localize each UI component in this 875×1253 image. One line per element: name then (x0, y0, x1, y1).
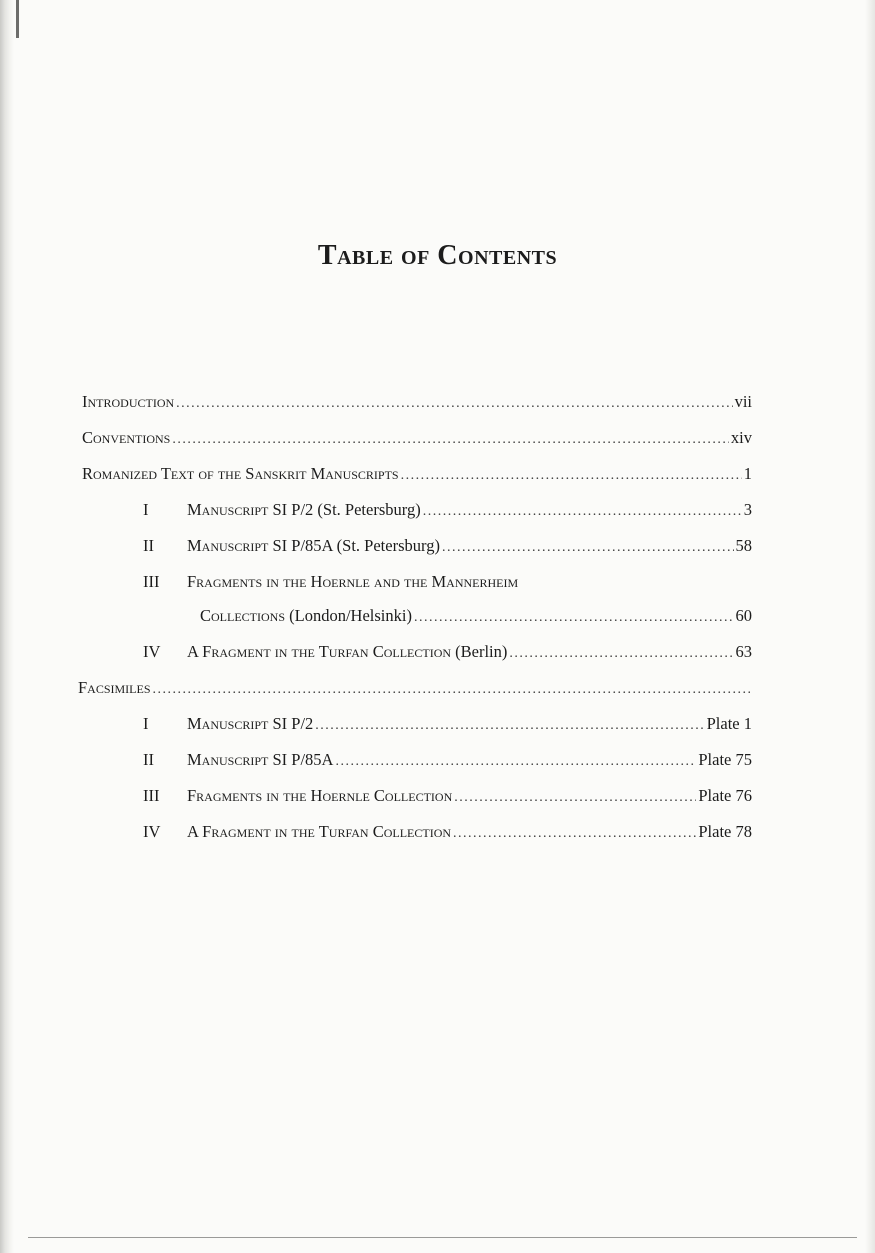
dot-leader (335, 751, 696, 773)
dot-leader (454, 787, 696, 809)
toc-entry-facsimiles[interactable] (78, 677, 752, 701)
toc-entry-label: Conventions (82, 428, 171, 447)
dot-leader (414, 607, 734, 629)
toc-entry-manuscript-si-p85a[interactable] (187, 535, 752, 559)
toc-entry-label: A Fragment in the Turfan Collection (Berlin) (187, 642, 508, 661)
toc-entry-label: Fragments in the Hoernle and the Mannerheim (187, 572, 519, 591)
dot-leader (401, 465, 742, 487)
toc-entry-label: Facsimiles (78, 678, 151, 697)
toc-entry-numeral: II (143, 750, 154, 769)
toc-entry-manuscript-si-p2[interactable] (187, 499, 752, 523)
toc-entry-label: Manuscript SI P/85A (St. Petersburg) (187, 536, 440, 555)
dot-leader (509, 643, 733, 665)
toc-entry-page: Plate 78 (698, 822, 752, 841)
toc-entry-facsimile-turfan[interactable] (187, 821, 752, 845)
toc-entry-page: 3 (743, 500, 752, 519)
toc-entry-label: Romanized Text of the Sanskrit Manuscripts (82, 464, 399, 483)
toc-entry-numeral: I (143, 500, 149, 519)
toc-entry-page: Plate 75 (698, 750, 752, 769)
dot-leader (423, 501, 742, 523)
dot-leader (453, 823, 696, 845)
bottom-edge-rule (28, 1237, 857, 1238)
toc-entry-label: Manuscript SI P/2 (St. Petersburg) (187, 500, 421, 519)
toc-entry-introduction[interactable] (82, 391, 752, 415)
toc-entry-conventions[interactable] (82, 427, 752, 451)
toc-entry-page: Plate 1 (706, 714, 752, 733)
toc-entry-label: Collections (London/Helsinki) (200, 606, 412, 625)
toc-entry-label: Manuscript SI P/85A (187, 750, 334, 769)
toc-entry-romanized-text[interactable] (82, 463, 752, 487)
dot-leader (442, 537, 734, 559)
dot-leader (315, 715, 704, 737)
toc-entry-facsimile-si-p85a[interactable] (187, 749, 752, 773)
toc-entry-page: 63 (735, 642, 752, 661)
toc-entry-label: A Fragment in the Turfan Collection (187, 822, 452, 841)
toc-entry-page: 60 (735, 606, 752, 625)
toc-entry-label: Fragments in the Hoernle Collection (187, 786, 453, 805)
toc-entry-page: vii (734, 392, 752, 411)
toc-entry-page: xiv (730, 428, 752, 447)
page-title: Table of Contents (317, 240, 558, 271)
toc-entry-numeral: IV (143, 822, 161, 841)
toc-entry-turfan-fragment[interactable] (187, 641, 752, 665)
toc-entry-page: 58 (735, 536, 752, 555)
toc-entry-numeral: III (143, 572, 160, 591)
toc-entry-label: Manuscript SI P/2 (187, 714, 314, 733)
toc-entry-numeral: III (143, 786, 160, 805)
toc-entry-numeral: I (143, 714, 149, 733)
toc-entry-numeral: II (143, 536, 154, 555)
dot-leader (172, 429, 729, 451)
toc-entry-page: 1 (743, 464, 752, 483)
toc-entry-facsimile-si-p2[interactable] (187, 713, 752, 737)
toc-entry-hoernle-mannerheim-line1[interactable] (187, 571, 518, 593)
toc-entry-numeral: IV (143, 642, 161, 661)
toc-entry-hoernle-mannerheim-line2[interactable] (200, 605, 752, 629)
toc-entry-facsimile-hoernle[interactable] (187, 785, 752, 809)
toc-entry-label: Introduction (82, 392, 175, 411)
toc-entry-page: Plate 76 (698, 786, 752, 805)
dot-leader (153, 679, 750, 701)
dot-leader (176, 393, 732, 415)
